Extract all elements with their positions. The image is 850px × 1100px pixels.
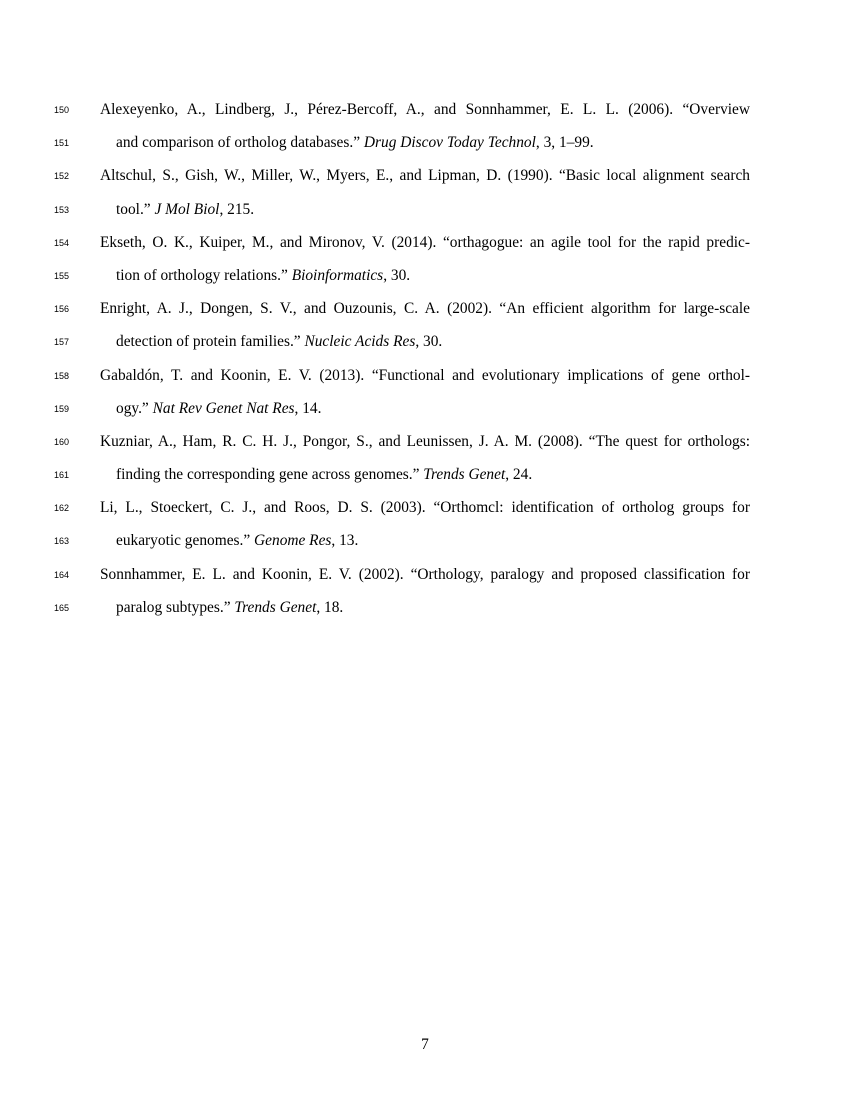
reference-line [0,260,850,293]
reference-line [0,525,850,558]
line-number: 164 [54,569,70,580]
line-number: 158 [54,370,70,381]
line-number: 153 [54,204,70,215]
reference-text: Alexeyenko, A., Lindberg, J., Pérez-Bercoff, A., and Sonnhammer, E. L. L. (2006). “Overview [100,101,750,118]
line-number: 152 [54,171,70,182]
reference-line [0,592,850,625]
reference-line [0,227,850,260]
journal-name: Trends Genet [423,466,506,484]
reference-entry [0,293,850,359]
reference-line [0,492,850,525]
reference-entry [0,492,850,558]
reference-line [0,160,850,193]
reference-line [0,559,850,592]
journal-name: J Mol Biol [154,200,220,218]
reference-text: Li, L., Stoeckert, C. J., and Roos, D. S. (2003). “Orthomcl: identification of ortholog groups for [100,499,750,517]
line-number: 160 [54,436,70,447]
reference-line [0,194,850,227]
reference-text: Altschul, S., Gish, W., Miller, W., Myers, E., and Lipman, D. (1990). “Basic local alignment search [100,167,750,185]
reference-continuation: paralog subtypes.” Trends Genet, 18. [116,598,344,616]
reference-text: Enright, A. J., Dongen, S. V., and Ouzounis, C. A. (2002). “An efficient algorithm for large-scale [100,300,750,318]
page-number: 7 [421,1036,429,1053]
journal-name: Nucleic Acids Res [304,333,416,351]
reference-entry [0,426,850,492]
line-number: 159 [54,403,70,414]
line-number: 162 [54,503,70,514]
line-number: 154 [54,237,70,248]
reference-line [0,293,850,326]
reference-entry [0,160,850,226]
reference-text: Gabaldón, T. and Koonin, E. V. (2013). “Functional and evolutionary implications of gene orthol- [100,366,750,384]
reference-text: Kuzniar, A., Ham, R. C. H. J., Pongor, S., and Leunissen, J. A. M. (2008). “The quest for orthologs: [100,432,750,450]
line-number: 151 [54,138,70,149]
journal-name: Trends Genet [234,598,317,616]
reference-entry [0,360,850,426]
journal-name: Bioinformatics [291,266,384,284]
reference-line [0,426,850,459]
line-number: 163 [54,536,70,547]
reference-entry [0,559,850,625]
reference-line [0,459,850,492]
reference-line [0,127,850,160]
reference-continuation: ogy.” Nat Rev Genet Nat Res, 14. [116,399,322,417]
reference-entry [0,227,850,293]
reference-text: Sonnhammer, E. L. and Koonin, E. V. (2002). “Orthology, paralogy and proposed classification for [100,565,750,583]
line-number: 157 [54,337,70,348]
reference-line [0,360,850,393]
journal-name: Drug Discov Today Technol [363,134,536,152]
reference-continuation: detection of protein families.” Nucleic Acids Res, 30. [116,333,443,351]
reference-text: Ekseth, O. K., Kuiper, M., and Mironov, V. (2014). “orthagogue: an agile tool for the rapid predic- [100,233,750,251]
line-number: 155 [54,270,70,281]
reference-line [0,326,850,359]
line-number: 150 [54,105,70,115]
reference-continuation: tion of orthology relations.” Bioinformatics, 30. [116,266,411,284]
reference-entry [0,94,850,160]
reference-line [0,94,850,127]
journal-name: Nat Rev Genet Nat Res [152,399,295,417]
reference-continuation: eukaryotic genomes.” Genome Res, 13. [116,532,359,550]
reference-line [0,393,850,426]
reference-list [0,94,850,625]
reference-continuation: tool.” J Mol Biol, 215. [116,200,255,218]
journal-name: Genome Res [254,532,332,550]
line-number: 156 [54,304,70,315]
reference-continuation: and comparison of ortholog databases.” Drug Discov Today Technol, 3, 1–99. [116,134,594,152]
reference-continuation: finding the corresponding gene across genomes.” Trends Genet, 24. [116,466,533,484]
line-number: 165 [54,602,70,613]
line-number: 161 [54,470,70,481]
